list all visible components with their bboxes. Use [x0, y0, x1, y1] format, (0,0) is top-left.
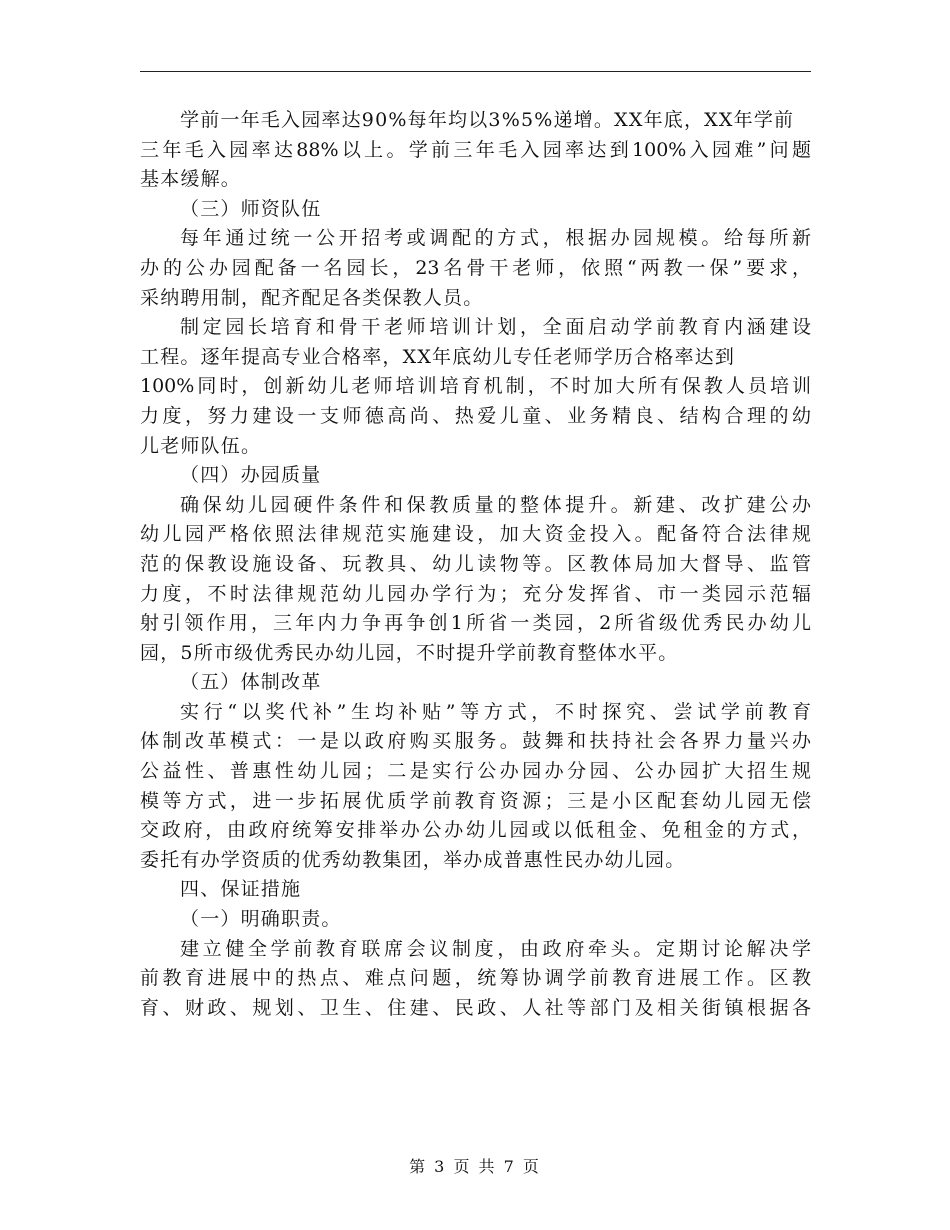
section-heading: 四、保证措施	[180, 878, 302, 901]
text-line: 模等方式，进一步拓展优质学前教育资源；三是小区配套幼儿园无偿	[140, 789, 811, 812]
text-line: 力度，努力建设一支师德高尚、热爱儿童、业务精良、结构合理的幼	[140, 404, 811, 427]
text-line: 建立健全学前教育联席会议制度，由政府牵头。定期讨论解决学	[180, 937, 811, 960]
header-rule	[140, 71, 811, 72]
text-line: 确保幼儿园硬件条件和保教质量的整体提升。新建、改扩建公办	[180, 493, 811, 516]
text-line: 幼儿园严格依照法律规范实施建设，加大资金投入。配备符合法律规	[140, 523, 811, 546]
document-body	[140, 106, 811, 1023]
text-line: 儿老师队伍。	[140, 434, 262, 457]
text-line: 制定园长培育和骨干老师培训计划，全面启动学前教育内涵建设	[180, 316, 811, 339]
section-heading: （一）明确职责。	[180, 908, 342, 931]
text-line: 公益性、普惠性幼儿园；二是实行公办园办分园、公办园扩大招生规	[140, 760, 811, 783]
text-line: 园，5所市级优秀民办幼儿园，不时提升学前教育整体水平。	[140, 641, 679, 664]
text-line: 基本缓解。	[140, 168, 242, 191]
text-line: 委托有办学资质的优秀幼教集团，举办成普惠性民办幼儿园。	[140, 848, 686, 871]
text-line: 学前一年毛入园率达90%每年均以3%5%递增。XX年底，XX年学前	[180, 109, 795, 131]
text-line: 体制改革模式：一是以政府购买服务。鼓舞和扶持社会各界力量兴办	[140, 730, 811, 753]
text-line: 工程。逐年提高专业合格率，XX年底幼儿专任老师学历合格率达到	[140, 345, 736, 368]
text-line: 100%同时，创新幼儿老师培训培育机制，不时加大所有保教人员培训	[140, 375, 811, 398]
text-line: 前教育进展中的热点、难点问题，统筹协调学前教育进展工作。区教	[140, 967, 811, 990]
text-line: 育、财政、规划、卫生、住建、民政、人社等部门及相关街镇根据各	[140, 996, 811, 1019]
section-heading: （四）办园质量	[180, 464, 322, 487]
text-line: 三年毛入园率达88%以上。学前三年毛入园率达到100%入园难”问题	[140, 138, 811, 161]
text-line: 办的公办园配备一名园长，23名骨干老师，依照“两教一保”要求，	[140, 256, 811, 279]
text-line: 实行“以奖代补”生均补贴”等方式，不时探究、尝试学前教育	[180, 700, 811, 723]
section-heading: （三）师资队伍	[180, 197, 322, 220]
text-line: 射引领作用，三年内力争再争创1所省一类园，2所省级优秀民办幼儿	[140, 612, 811, 635]
section-heading: （五）体制改革	[180, 671, 322, 694]
text-line: 采纳聘用制，配齐配足各类保教人员。	[140, 286, 484, 309]
text-line: 每年通过统一公开招考或调配的方式，根据办园规模。给每所新	[180, 227, 811, 250]
text-line: 力度，不时法律规范幼儿园办学行为；充分发挥省、市一类园示范辐	[140, 582, 811, 605]
text-line: 范的保教设施设备、玩教具、幼儿读物等。区教体局加大督导、监管	[140, 552, 811, 575]
page-footer: 第 3 页 共 7 页	[409, 1157, 541, 1176]
text-line: 交政府，由政府统筹安排举办公办幼儿园或以低租金、免租金的方式，	[140, 819, 811, 842]
